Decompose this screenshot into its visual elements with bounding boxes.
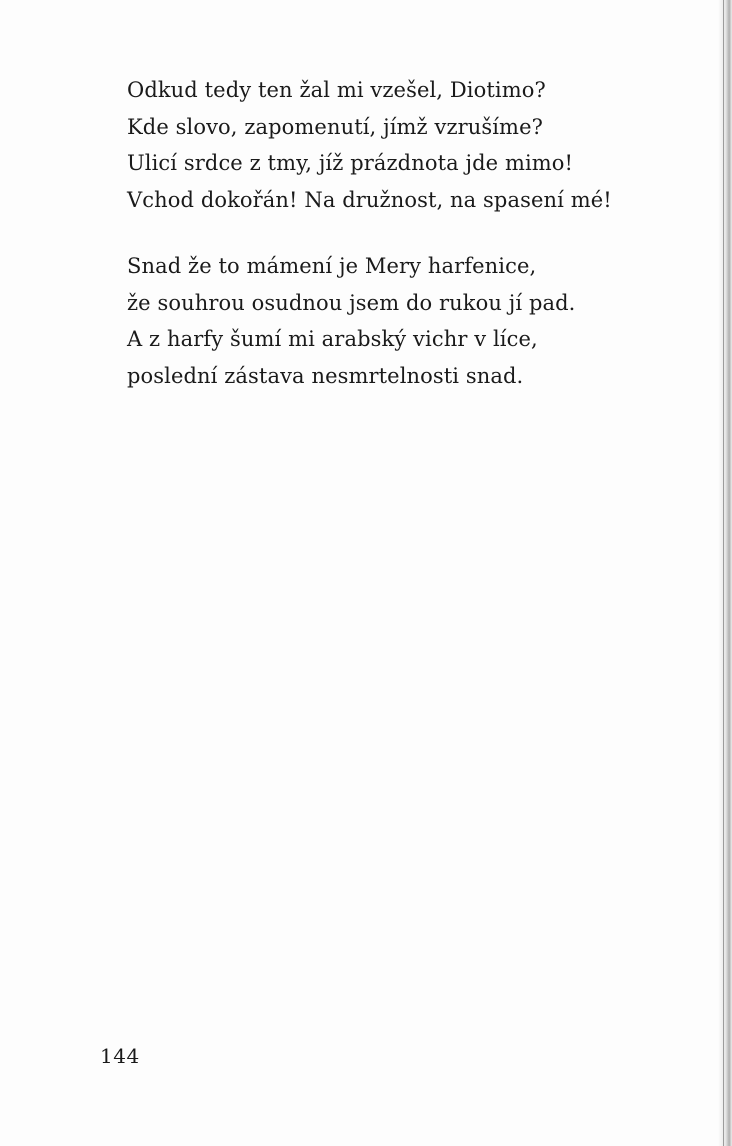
poem-line: Ulicí srdce z tmy, jíž prázdnota jde mimo!: [127, 151, 574, 175]
page-edge-shadow: [718, 0, 732, 1146]
poem-line: Vchod dokořán! Na družnost, na spasení mé!: [127, 187, 612, 212]
poem-line: A z harfy šumí mi arabský vichr v líce,: [127, 327, 538, 351]
poem-stanza-2: [127, 248, 575, 394]
poem-line: Snad že to mámení je Mery harfenice,: [127, 254, 537, 278]
page-number: 144: [100, 1044, 140, 1068]
page-edge-line: [723, 0, 724, 1146]
poem-line: Odkud tedy ten žal mi vzešel, Diotimo?: [127, 78, 546, 102]
poem-line: Kde slovo, zapomenutí, jímž vzrušíme?: [127, 114, 543, 139]
poem-line: že souhrou osudnou jsem do rukou jí pad.: [127, 290, 576, 315]
poem-line: poslední zástava nesmrtelnosti snad.: [127, 363, 524, 388]
poem-stanza-1: [127, 72, 612, 218]
